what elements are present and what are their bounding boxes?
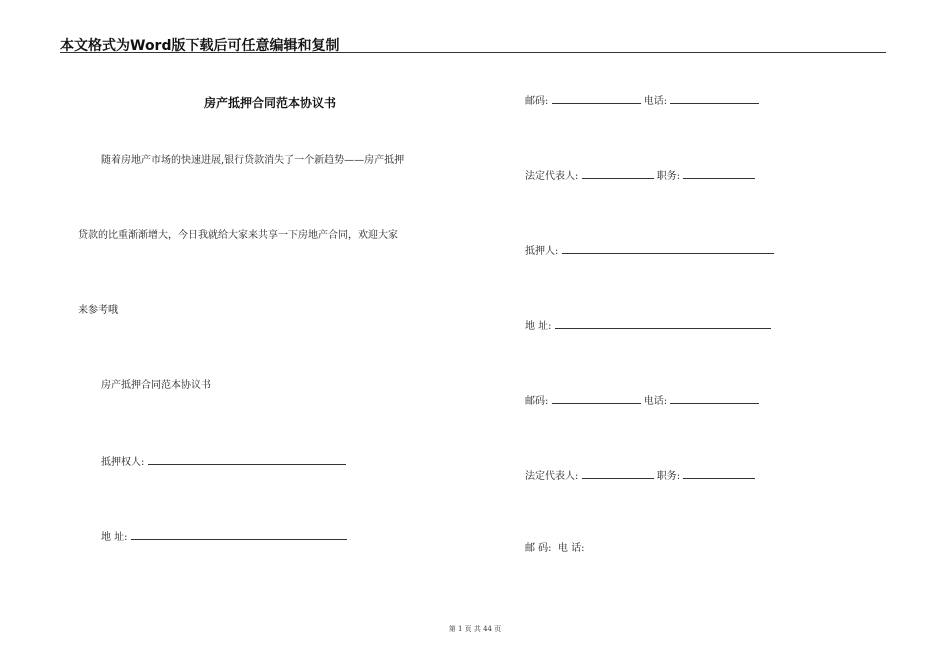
- contract-subtitle: 房产抵押合同范本协议书: [101, 380, 211, 391]
- legal-rep-field-2: [525, 469, 755, 483]
- postcode-phone-line-3: 邮 码: 电 话:: [525, 543, 585, 554]
- postcode-label-2: 邮码:: [525, 396, 549, 407]
- intro-paragraph-line-2: 贷款的比重渐渐增大，今日我就给大家来共享一下房地产合同，欢迎大家: [78, 230, 398, 241]
- phone-label-2: 电话:: [643, 396, 668, 407]
- intro-paragraph-line-1: 随着房地产市场的快速进展,银行贷款消失了一个新趋势——房产抵押: [101, 155, 405, 166]
- postcode-blank-2: [552, 394, 641, 404]
- right-address-field: [525, 319, 771, 333]
- phone-blank-2: [670, 394, 759, 404]
- legal-rep-field-1: [525, 169, 755, 183]
- left-address-blank: [131, 530, 347, 540]
- mortgagor-label: 抵押人:: [525, 246, 559, 257]
- left-address-field: [101, 530, 347, 544]
- left-address-label: 地 址:: [101, 532, 128, 543]
- phone-label-1: 电话:: [643, 96, 668, 107]
- postcode-phone-field-1: [525, 94, 759, 108]
- intro-paragraph-line-3: 来参考哦: [78, 305, 118, 316]
- postcode-label-1: 邮码:: [525, 96, 549, 107]
- position-blank-2: [683, 469, 755, 479]
- header-divider: [60, 52, 886, 53]
- document-header-title: 本文格式为Word版下载后可任意编辑和复制: [60, 38, 340, 54]
- mortgagee-blank: [148, 455, 346, 465]
- position-blank-1: [683, 169, 755, 179]
- page-number-footer: 第 1 页 共 44 页: [448, 625, 502, 633]
- postcode-blank-1: [552, 94, 641, 104]
- position-label-1: 职务:: [656, 171, 681, 182]
- right-address-blank: [555, 319, 771, 329]
- postcode-phone-field-2: [525, 394, 759, 408]
- phone-blank-1: [670, 94, 759, 104]
- mortgagor-blank: [562, 244, 774, 254]
- document-title: 房产抵押合同范本协议书: [203, 96, 336, 110]
- legal-rep-blank-1: [582, 169, 654, 179]
- position-label-2: 职务:: [656, 471, 681, 482]
- mortgagee-label: 抵押权人:: [101, 457, 145, 468]
- legal-rep-label-1: 法定代表人:: [525, 171, 579, 182]
- mortgagee-field: [101, 455, 346, 469]
- legal-rep-blank-2: [582, 469, 654, 479]
- legal-rep-label-2: 法定代表人:: [525, 471, 579, 482]
- mortgagor-field: [525, 244, 774, 258]
- right-address-label: 地 址:: [525, 321, 552, 332]
